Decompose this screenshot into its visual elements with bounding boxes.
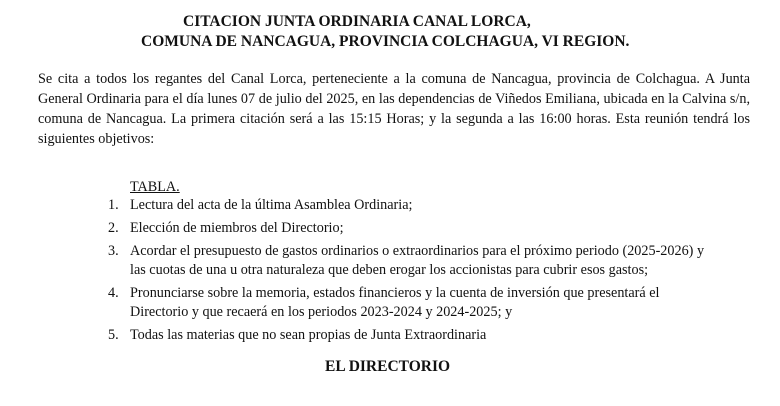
agenda-item-number: 4. [108, 285, 119, 301]
agenda-item-text: Lectura del acta de la última Asamblea Ordinaria; [130, 197, 413, 213]
agenda-item-text: Elección de miembros del Directorio; [130, 220, 344, 236]
agenda-item-number: 2. [108, 220, 119, 236]
agenda-item [100, 196, 710, 215]
agenda-heading: TABLA. [130, 179, 180, 195]
agenda-list [100, 196, 710, 349]
signature: EL DIRECTORIO [325, 358, 451, 375]
agenda-item [100, 219, 710, 238]
document-title-line-1: CITACION JUNTA ORDINARIA CANAL LORCA, [183, 13, 531, 30]
summons-paragraph: Se cita a todos los regantes del Canal Lorca, perteneciente a la comuna de Nancagua, provincia de Colchagua. A Junta General Ordinaria para el día lunes 07 de julio del 2025, en las dependencias de Viñedos Emiliana, ubicada en la Calvina s/n, comuna de Nancagua. La primera citación será a las 15:15 Horas; y la segunda a las 16:00 horas. Esta reunión tendrá los siguientes objetivos: [38, 71, 750, 147]
agenda-item [100, 242, 710, 280]
agenda-item-number: 5. [108, 327, 119, 343]
agenda-item-text: Pronunciarse sobre la memoria, estados financieros y la cuenta de inversión que presentará el Directorio y que recaerá en los periodos 2023-2024 y 2024-2025; y [130, 285, 660, 320]
document-title-line-2: COMUNA DE NANCAGUA, PROVINCIA COLCHAGUA, VI REGION. [141, 33, 630, 50]
agenda-item [100, 326, 710, 345]
agenda-item [100, 284, 710, 322]
agenda-item-number: 3. [108, 243, 119, 259]
agenda-item-text: Acordar el presupuesto de gastos ordinarios o extraordinarios para el próximo periodo (2025-2026) y las cuotas de una u otra naturaleza que deben erogar los accionistas para cubrir esos gastos; [130, 243, 705, 278]
agenda-item-text: Todas las materias que no sean propias de Junta Extraordinaria [130, 327, 487, 343]
agenda-item-number: 1. [108, 197, 119, 213]
